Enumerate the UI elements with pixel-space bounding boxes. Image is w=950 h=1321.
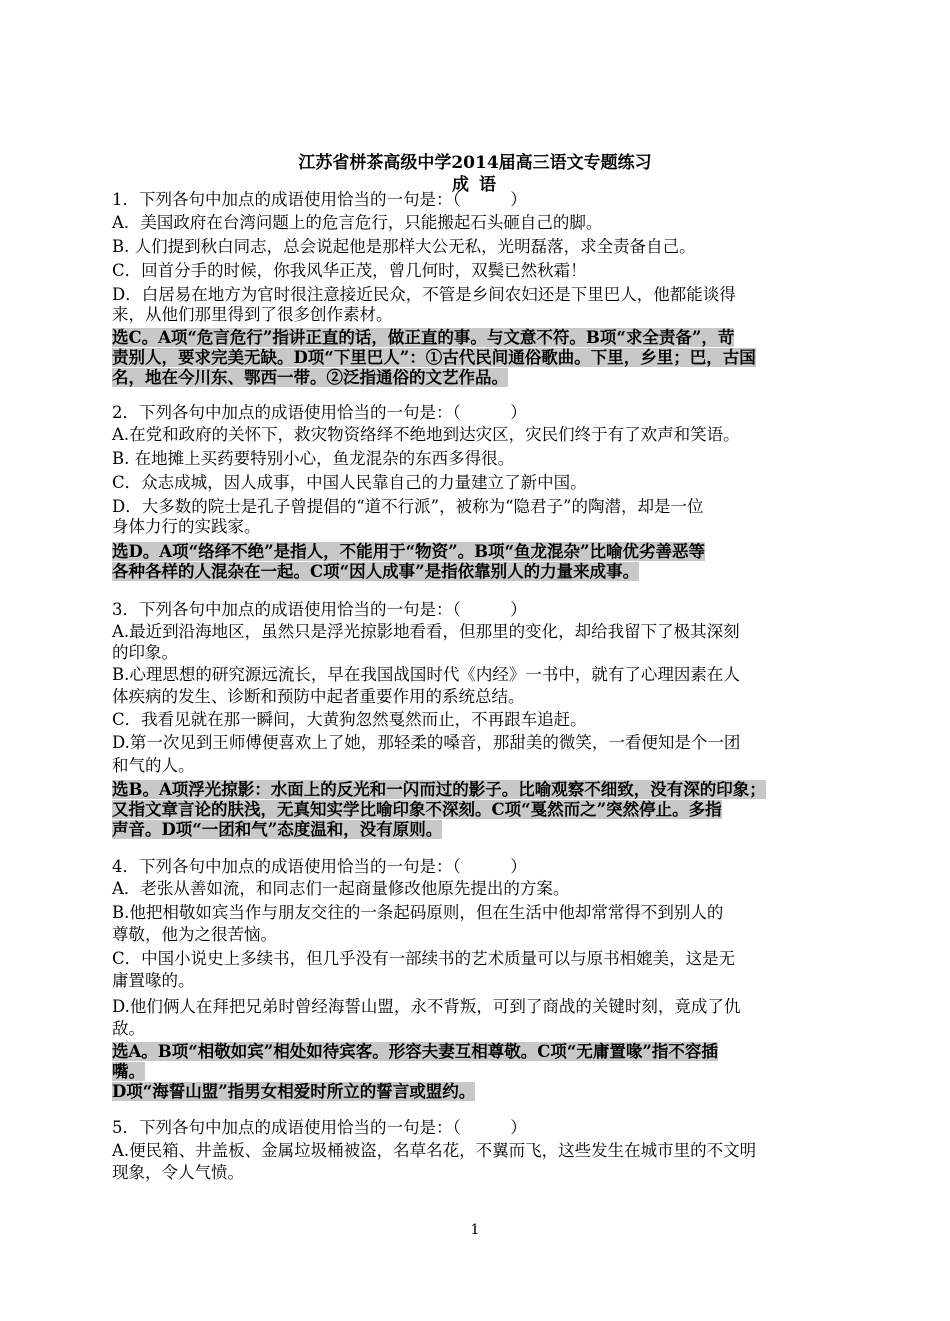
answer-line: 选B。A项浮光掠影：水面上的反光和一闪而过的影子。比喻观察不细致，没有深的印象； [112, 780, 766, 799]
document-title: 江苏省栟茶高级中学2014届高三语文专题练习 [298, 153, 652, 173]
answer-line: 又指文章言论的肤浅，无真知实学比喻印象不深刻。C项“戛然而之”突然停止。多指 [112, 800, 722, 819]
question-2-answer [112, 542, 840, 582]
question-5-option-a-cont: 现象，令人气愤。 [112, 1163, 244, 1182]
question-3-option-d: D.第一次见到王师傅便喜欢上了她，那轻柔的嗓音，那甜美的微笑，一看便知是个一团 [112, 733, 741, 752]
question-2-option-b: B. 在地摊上买药要特别小心，鱼龙混杂的东西多得很。 [112, 449, 515, 468]
question-1-stem: 1．下列各句中加点的成语使用恰当的一句是：（ ） [112, 190, 527, 209]
question-3-option-c: C．我看见就在那一瞬间，大黄狗忽然戛然而止，不再跟车追赶。 [112, 710, 587, 729]
question-3-option-a-cont: 的印象。 [112, 643, 178, 662]
question-5-stem: 5．下列各句中加点的成语使用恰当的一句是：（ ） [112, 1118, 527, 1137]
question-2-option-d: D．大多数的院士是孔子曾提倡的“道不行派”，被称为“隐君子”的陶潜，却是一位 [112, 497, 704, 516]
question-3-stem: 3．下列各句中加点的成语使用恰当的一句是：（ ） [112, 600, 527, 619]
question-3-answer [112, 780, 840, 840]
question-2-option-a: A.在党和政府的关怀下，救灾物资络绎不绝地到达灾区，灾民们终于有了欢声和笑语。 [112, 425, 740, 444]
question-1-option-a: A．美国政府在台湾问题上的危言危行，只能搬起石头砸自己的脚。 [112, 213, 603, 232]
question-1-option-c: C．回首分手的时候，你我风华正茂，曾几何时，双鬓已然秋霜！ [112, 261, 587, 280]
question-3-option-a: A.最近到沿海地区，虽然只是浮光掠影地看看，但那里的变化，却给我留下了极其深刻 [112, 622, 740, 641]
question-4-option-d-cont: 敌。 [112, 1019, 145, 1038]
question-3-option-b: B.心理思想的研究源远流长，早在我国战国时代《内经》一书中，就有了心理因素在人 [112, 665, 740, 684]
document-subtitle: 成 语 [452, 175, 498, 195]
page-number: 1 [470, 1222, 480, 1238]
question-4-stem: 4．下列各句中加点的成语使用恰当的一句是：（ ） [112, 857, 527, 876]
answer-line: D项“海誓山盟”指男女相爱时所立的誓言或盟约。 [112, 1082, 476, 1101]
answer-line: 责别人，要求完美无缺。D项“下里巴人”：①古代民间通俗歌曲。下里，乡里；巴，古国 [112, 348, 756, 367]
question-1-answer [112, 328, 840, 388]
question-4-option-b: B.他把相敬如宾当作与朋友交往的一条起码原则，但在生活中他却常常得不到别人的 [112, 903, 724, 922]
answer-line: 选A。B项“相敬如宾”相处如待宾客。形容夫妻互相尊敬。C项“无庸置喙”指不容插 [112, 1042, 718, 1061]
question-4-answer [112, 1042, 840, 1102]
question-1-option-d: D．白居易在地方为官时很注意接近民众，不管是乡间农妇还是下里巴人，他都能谈得 [112, 285, 736, 304]
question-2-stem: 2．下列各句中加点的成语使用恰当的一句是：（ ） [112, 403, 527, 422]
question-2-option-d-cont: 身体力行的实践家。 [112, 517, 261, 536]
question-5-option-a: A.便民箱、井盖板、金属垃圾桶被盗，名草名花，不翼而飞，这些发生在城市里的不文明 [112, 1141, 757, 1160]
answer-line: 各种各样的人混杂在一起。C项“因人成事”是指依靠别人的力量来成事。 [112, 562, 640, 581]
question-4-option-d: D.他们俩人在拜把兄弟时曾经海誓山盟，永不背叛，可到了商战的关键时刻，竟成了仇 [112, 997, 741, 1016]
answer-line: 选D。A项“络绎不绝”是指人，不能用于“物资”。B项“鱼龙混杂”比喻优劣善恶等 [112, 542, 706, 561]
answer-line: 选C。A项“危言危行”指讲正直的话，做正直的事。与文意不符。B项“求全责备”，苛 [112, 328, 735, 347]
question-4-option-c: C．中国小说史上多续书，但几乎没有一部续书的艺术质量可以与原书相媲美，这是无 [112, 949, 736, 968]
answer-line: 名，地在今川东、鄂西一带。②泛指通俗的文艺作品。 [112, 368, 508, 387]
question-2-option-c: C．众志成城，因人成事，中国人民靠自己的力量建立了新中国。 [112, 473, 587, 492]
answer-line: 嘴。 [112, 1062, 145, 1081]
question-4-option-c-cont: 庸置喙的。 [112, 971, 195, 990]
question-1-option-d-cont: 来，从他们那里得到了很多创作素材。 [112, 305, 393, 324]
question-1-option-b: B. 人们提到秋白同志，总会说起他是那样大公无私，光明磊落，求全责备自己。 [112, 237, 696, 256]
question-3-option-b-cont: 体疾病的发生、诊断和预防中起者重要作用的系统总结。 [112, 687, 525, 706]
question-3-option-d-cont: 和气的人。 [112, 756, 195, 775]
answer-line: 声音。D项“一团和气”态度温和，没有原则。 [112, 820, 443, 839]
question-4-option-a: A．老张从善如流，和同志们一起商量修改他原先提出的方案。 [112, 879, 570, 898]
question-4-option-b-cont: 尊敬，他为之很苦恼。 [112, 925, 277, 944]
